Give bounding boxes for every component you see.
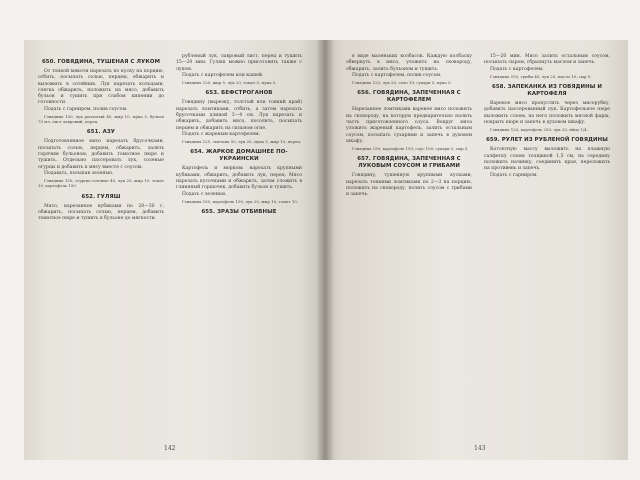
recipe-text: Подать с гарниром. [490,172,538,178]
recipe-heading: 657. ГОВЯДИНА, ЗАПЕЧЕННАЯ С ЛУКОВЫМ СОУСОМ И ГРИБАМИ [357,156,461,170]
recipe-text: Подать с жареным картофелем. [182,131,261,137]
recipe-text: рубленый лук, лавровый лист, перец и тушить 15—20 мин. Гуляш можно приготовить также с луком. [176,54,302,72]
recipe-text: Подать с картофелем. [490,66,544,72]
ingredient-note: Говядина 125, сметана 50, лук 20, мука 5, жир 10, перец. [182,139,302,145]
right-page-column-1 [346,54,472,199]
recipe-heading: 651. АЗУ [86,129,116,136]
left-page-column-1 [38,54,164,223]
recipe-heading: 655. ЗРАЗЫ ОТБИВНЫЕ [201,209,277,216]
recipe-heading: 656. ГОВЯДИНА, ЗАПЕЧЕННАЯ С КАРТОФЕЛЕМ [357,90,461,104]
right-page [324,40,628,460]
recipe-text: Котлетную массу выложить на влажную салфетку слоем толщиной 1,5 см, на середину положить начинку, соединить края, переложить на противень и запечь. [484,147,610,172]
recipe-text: Говядину, тушенную крупными кусками, нарезать тонкими ломтиками по 2—3 на порцию, положить на сковороду, полить соусом с грибами и запечь. [346,173,472,198]
page-number: 143 [474,445,486,452]
ingredient-note: Говядина 150, лук репчатый 40, жир 10, мука 5, бульон 75 мл, лист лавровый, перец. [38,114,164,125]
recipe-text: Картофель и морковь нарезать крупными кубиками, обжарить, добавить лук, перец. Мясо нарезать кусочками и обжарить, затем сложить в глиняный горшочек, добавить бульон и тушить. [176,166,302,191]
ingredient-note: Говядина 120, картофель 250, лук 20, яйцо 1/4. [490,127,588,133]
ingredient-note: Говядина 125, лук 20, сало 10, сухари 5, мука 5. [352,80,452,86]
recipe-heading: 652. ГУЛЯШ [81,193,121,200]
recipe-heading: 650. ГОВЯДИНА, ТУШЕНАЯ С ЛУКОМ [41,59,161,65]
recipe-text: От тонкой мякоти нарезать по куску на порцию, отбить, посыпать солью, перцем, обжарить и выложить в сотейник. Лук нарезать кольцами, слегка обжарить, положить на мясо, добавить бульон и тушить при слабом кипении до готовности. [38,69,164,106]
recipe-text: Вареное мясо пропустить через мясорубку, добавить пассерованный лук. Картофельное пюре выложить слоем, на него положить мясной фарш, покрыть пюре и запечь в духовом шкафу. [484,101,610,125]
recipe-heading: 654. ЖАРКОЕ ДОМАШНЕЕ ПО-УКРАИНСКИ [190,149,288,163]
right-page-column-2 [484,54,610,179]
recipe-text: Подать с картофелем или кашей. [182,72,264,78]
ingredient-note: Говядина 150, картофель 150, лук 20, жир 10, томат 10. [182,198,299,204]
recipe-heading: 659. РУЛЕТ ИЗ РУБЛЕНОЙ ГОВЯДИНЫ [486,137,608,144]
recipe-text: Подать с гарниром, полив соусом. [44,106,128,112]
recipe-text: в виде маленьких колбасок. Каждую колбаску обвернуть в мясо, уложить на сковороду, обжарить, залить бульоном и тушить. [346,54,472,72]
recipe-text: 15—20 мин. Мясо залить остальным соусом, посыпать сыром, сбрызнуть маслом и запечь. [484,54,610,66]
recipe-text: Подготовленное мясо нарезать брусочками, посыпать солью, перцем, обжарить, залить горячим бульоном, добавить томатное пюре и тушить. Отдельно пассеровать лук, соленые огурцы и добавить к мясу вместе с соусом. [38,139,164,170]
page-number: 142 [164,445,176,452]
ingredient-note: Говядина 150, огурцы соленые 40, лук 20, жир 10, томат 10, картофель 150. [38,178,164,189]
recipe-text: Говядину (вырезку, толстый или тонкий край) нарезать ломтиками, отбить, а затем нарезать брусочками длиной 3—4 см. Лук нарезать и обжарить, добавить мясо, посолить, посыпать перцем и обжарить на сильном огне. [176,100,302,131]
book-gutter [316,40,334,460]
left-page-column-2 [176,54,302,219]
recipe-text: Подать с зеленью. [182,191,227,197]
book-spread [24,40,628,460]
ingredient-note: Говядина 150, картофель 150, соус 100, сухари 5, сыр 5. [352,146,469,152]
recipe-text: Подавать, посыпав зеленью. [44,170,114,176]
recipe-text: Нарезанное ломтиками вареное мясо положить на сковороду, на которую предварительно налить часть приготовленного соуса. Вокруг мяса уложить жареный картофель, залить остальным соусом, посыпать сухарями и запечь в духовом шкафу. [346,107,472,144]
recipe-heading: 653. БЕФСТРОГАНОВ [205,90,273,97]
ingredient-note: Говядина 120, жир 5, лук 20, томат 5, мука 5. [182,80,277,86]
recipe-text: Подать с картофелем, полив соусом. [352,72,442,78]
recipe-text: Мясо, нарезанное кубиками по 20—30 г, обжарить, посыпать солью, перцем, добавить томатное пюре и тушить в бульоне до мягкости. [38,203,164,222]
ingredient-note: Говядина 150, грибы 40, лук 20, масло 10, сыр 5. [490,73,592,79]
left-page [24,40,324,460]
recipe-heading: 658. ЗАПЕКАНКА ИЗ ГОВЯДИНЫ И КАРТОФЕЛЯ [491,84,602,98]
